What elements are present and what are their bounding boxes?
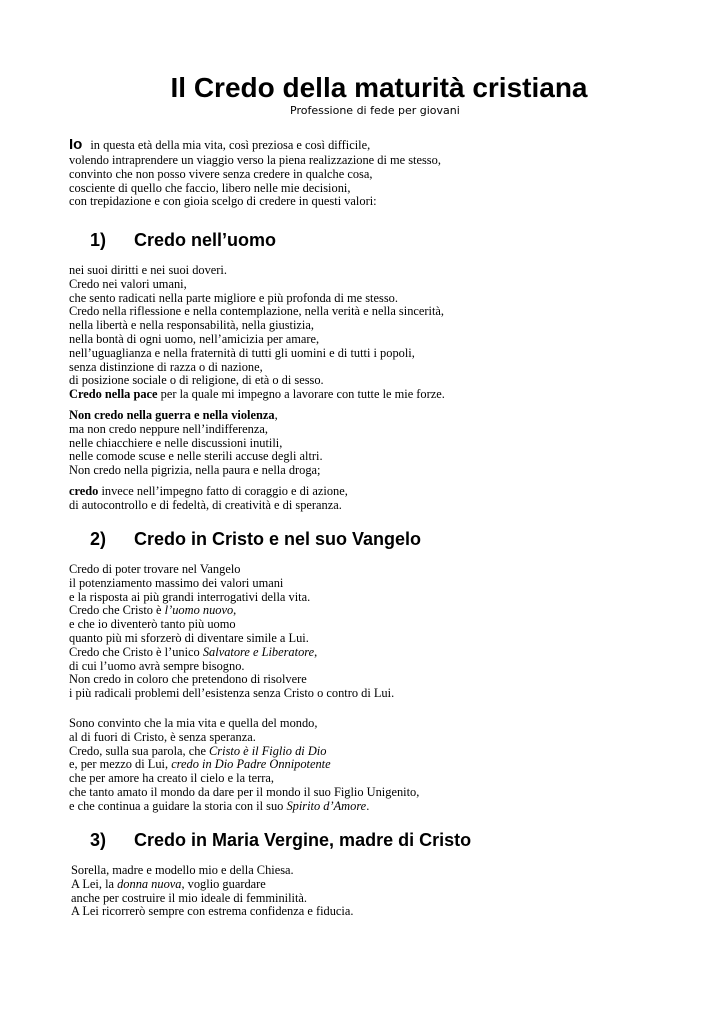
text-run: . [366, 798, 370, 813]
text-line: che sento radicati nella parte migliore e più profonda di me stesso. [69, 290, 398, 305]
emphasis-bold: Credo nella pace [69, 387, 158, 402]
text-line [69, 388, 445, 402]
section-number: 1) [90, 230, 107, 250]
text-line: anche per costruire il mio ideale di femminilità. [71, 890, 308, 905]
text-line: nelle comode scuse e nelle sterili accuse degli altri. [69, 449, 323, 464]
text-line [69, 758, 419, 772]
text-run: A Lei, la [71, 876, 118, 891]
text-run: , [314, 644, 318, 659]
text-line: i più radicali problemi dell’esistenza senza Cristo o contro di Lui. [69, 686, 395, 701]
section-1-paragraph-3 [69, 485, 348, 513]
intro-line: in questa età della mia vita, così preziosa e così difficile, [90, 138, 371, 152]
text-run: per la quale mi impegno a lavorare con tutte le mie forze. [157, 387, 445, 402]
text-line: al di fuori di Cristo, è senza speranza. [69, 729, 256, 744]
text-line: di posizione sociale o di religione, di età o di sesso. [69, 373, 324, 388]
text-run: , [274, 408, 278, 422]
text-line: Credo nei valori umani, [69, 276, 187, 291]
text-line: quanto più mi sforzerò di diventare simile a Lui. [69, 630, 309, 645]
text-line: Credo di poter trovare nel Vangelo [69, 562, 241, 576]
text-line: che tanto amato il mondo da dare per il mondo il suo Figlio Unigenito, [69, 784, 420, 799]
emphasis-italic: Salvatore e Liberatore [202, 644, 315, 659]
intro-line: cosciente di quello che faccio, libero nelle mie decisioni, [69, 180, 351, 195]
text-line: e la risposta ai più grandi interrogativi della vita. [69, 589, 311, 604]
text-line: e che io diventerò tanto più uomo [69, 617, 236, 632]
text-line: nell’uguaglianza e nella fraternità di tutti gli uomini e di tutti i popoli, [69, 345, 415, 360]
text-run: , [233, 603, 237, 618]
emphasis-italic: Cristo è il Figlio di Dio [209, 743, 327, 758]
text-line: Credo nella riflessione e nella contemplazione, nella verità e nella sincerità, [69, 304, 444, 319]
page-title: Il Credo della maturità cristiana [170, 72, 588, 103]
text-line: di autocontrollo e di fedeltà, di creatività e di speranza. [69, 497, 342, 512]
section-2-paragraph-1 [69, 563, 394, 701]
text-line: nella libertà e nella responsabilità, nella giustizia, [69, 318, 314, 333]
emphasis-bold: credo [69, 484, 99, 498]
text-line: Non credo nella pigrizia, nella paura e nella droga; [69, 463, 321, 478]
section-title: Credo nell’uomo [134, 230, 277, 250]
text-line: nelle chiacchiere e nelle discussioni inutili, [69, 435, 283, 450]
text-line: Sono convinto che la mia vita e quella del mondo, [69, 716, 318, 730]
section-1-heading [90, 229, 276, 251]
text-line: il potenziamento massimo dei valori umani [69, 575, 284, 590]
text-run: Credo che Cristo è l’unico [69, 644, 203, 659]
text-line: nella bontà di ogni uomo, nell’amicizia per amare, [69, 331, 320, 346]
text-line: di cui l’uomo avrà sempre bisogno. [69, 658, 245, 673]
text-line: che per amore ha creato il cielo e la terra, [69, 771, 275, 786]
section-title: Credo in Cristo e nel suo Vangelo [134, 529, 422, 549]
emphasis-italic: donna nuova [117, 876, 182, 891]
text-line [69, 604, 394, 618]
intro-line: con trepidazione e con gioia scelgo di credere in questi valori: [69, 194, 377, 209]
text-line [69, 745, 419, 759]
section-title: Credo in Maria Vergine, madre di Cristo [134, 830, 472, 850]
text-line [69, 800, 419, 814]
text-run: e che continua a guidare la storia con il suo [69, 798, 287, 813]
emphasis-italic: l’uomo nuovo [164, 603, 234, 618]
text-run: invece nell’impegno fatto di coraggio e di azione, [98, 484, 348, 498]
text-line: Non credo in coloro che pretendono di risolvere [69, 672, 307, 687]
emphasis-italic: credo in Dio Padre Onnipotente [171, 757, 331, 772]
emphasis-bold: Non credo nella guerra e nella violenza [69, 408, 275, 422]
text-line [71, 878, 353, 892]
section-number: 3) [90, 830, 107, 850]
text-line: nei suoi diritti e nei suoi doveri. [69, 263, 227, 277]
text-line: A Lei ricorrerò sempre con estrema confidenza e fiducia. [71, 904, 354, 919]
page-subtitle: Professione di fede per giovani [290, 104, 460, 117]
text-run: e, per mezzo di Lui, [69, 757, 172, 772]
intro-lead-word: Io [69, 136, 83, 153]
section-2-paragraph-2 [69, 717, 419, 814]
section-2-heading [90, 528, 421, 550]
text-line [69, 409, 323, 423]
text-line [69, 485, 348, 499]
section-number: 2) [90, 529, 107, 549]
intro-paragraph [69, 138, 441, 209]
section-1-paragraph-1 [69, 264, 445, 402]
text-line: senza distinzione di razza o di nazione, [69, 359, 263, 374]
text-line: ma non credo neppure nell’indifferenza, [69, 421, 268, 436]
emphasis-italic: Spirito d’Amore [286, 798, 367, 813]
section-3-paragraph-1 [71, 864, 353, 919]
text-line [69, 646, 394, 660]
text-line: Sorella, madre e modello mio e della Chiesa. [71, 863, 294, 877]
intro-line: volendo intraprendere un viaggio verso la piena realizzazione di me stesso, [69, 153, 441, 167]
section-3-heading [90, 829, 471, 851]
text-run: , voglio guardare [181, 876, 266, 891]
section-1-paragraph-2 [69, 409, 323, 478]
text-run: Credo, sulla sua parola, che [69, 743, 210, 758]
text-run: Credo che Cristo è [69, 603, 165, 618]
intro-line: convinto che non posso vivere senza credere in qualche cosa, [69, 166, 373, 181]
